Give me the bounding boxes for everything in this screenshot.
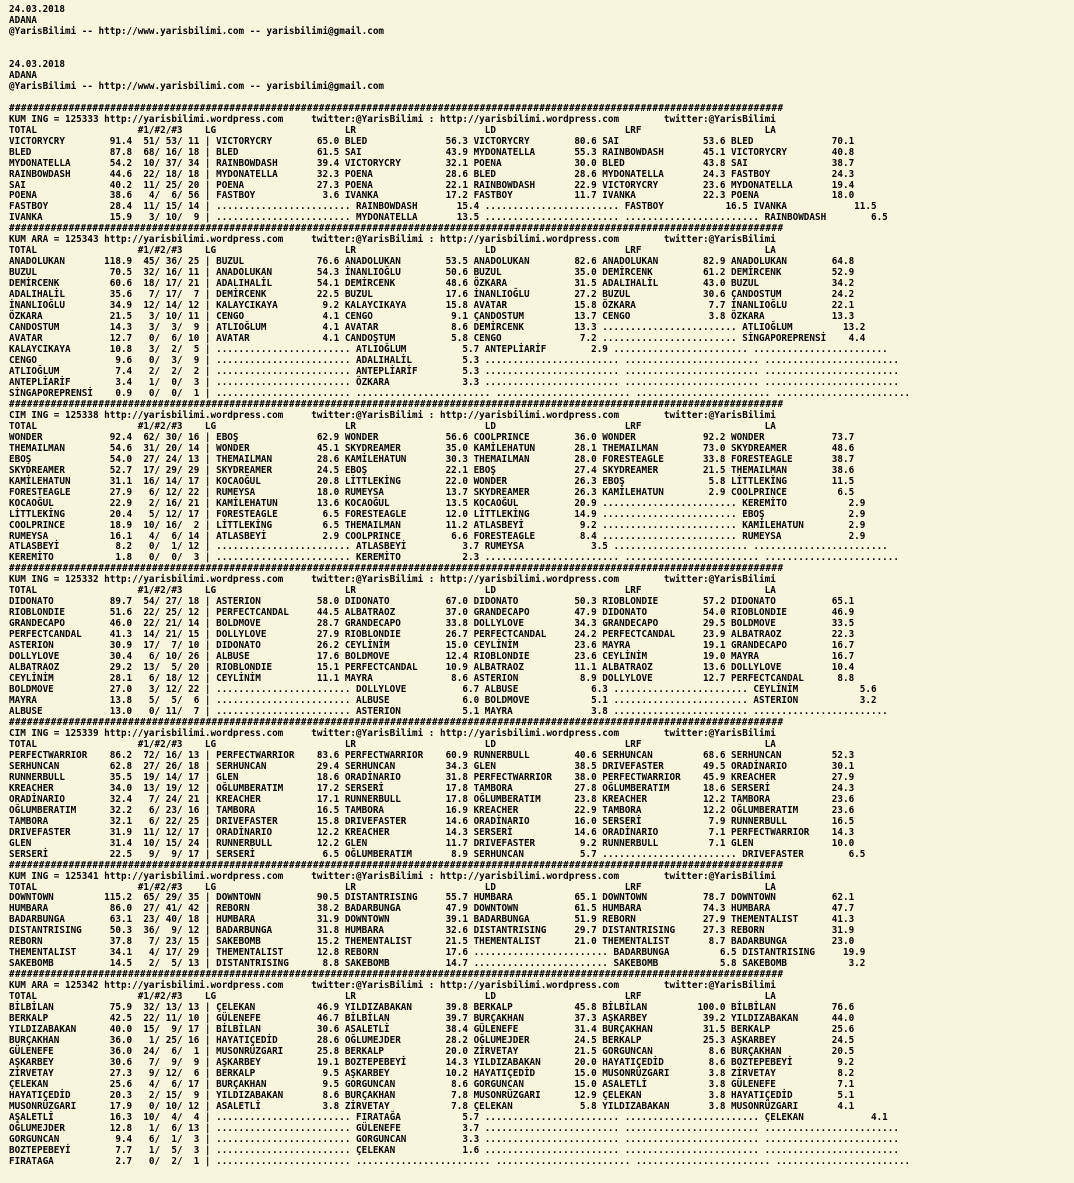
table-row: PERFECTCANDAL 41.3 14/ 21/ 15 | DOLLYLOVE 27.9 RIOBLONDIE 26.7 PERFECTCANDAL 24.2 PERFECTCANDAL 23.9 ALBATRAOZ 22.3 [9,629,855,641]
race-block [9,564,1074,718]
table-row: COOLPRINCE 18.9 10/ 16/ 2 | LİTTLEKİNG 6.5 THEMAILMAN 11.2 ATLASBEYİ 9.2 ........................ KAMİLEHATUN 2.9 [9,519,866,531]
blank-line [9,49,1074,60]
table-row: MYDONATELLA 54.2 10/ 37/ 34 | RAINBOWDASH 39.4 VICTORYCRY 32.1 POENA 30.0 BLED 43.8 SAI 38.7 [9,157,855,169]
table-row: FIRATAGA 2.7 0/ 2/ 1 | ........................ ........................ ........................ ........................ ........................ [9,1155,911,1167]
table-row: ASTERION 30.9 17/ 7/ 10 | DIDONATO 26.2 CEYLİNİM 15.0 CEYLİNİM 23.6 MAYRA 19.1 GRANDECAPO 16.7 [9,640,855,652]
table-row: ADALIHALİL 35.6 7/ 17/ 7 | DEMİRCENK 22.5 BUZUL 17.6 İNANLIOĞLU 27.2 BUZUL 30.6 ÇANDOSTUM 24.2 [9,289,855,301]
table-row: KALAYCIKAYA 10.8 3/ 2/ 5 | ........................ ATLIOĞLUM 5.7 ANTEPLİARİF 2.9 ........................ ........................ [9,344,888,356]
table-row: KOCAOĞUL 22.9 2/ 16/ 21 | KAMİLEHATUN 13.6 KOCAOĞUL 13.5 KOCAOĞUL 20.9 ........................ KEREMİTO 2.9 [9,497,866,509]
table-row: BERKALP 42.5 22/ 11/ 10 | GÜLENEFE 46.7 BİLBİLAN 39.7 BURÇAKHAN 37.3 AŞKARBEY 39.2 YILDIZABAKAN 44.0 [9,1013,855,1025]
column-header-row: TOTAL #1/#2/#3 LG LR LD LRF LA [9,991,776,1003]
table-row: DEMİRCENK 60.6 18/ 17/ 21 | ADALIHALİL 54.1 DEMİRCENK 48.6 ÖZKARA 31.5 ADALIHALİL 43.0 BUZUL 34.2 [9,278,855,290]
table-row: IVANKA 15.9 3/ 10/ 9 | ........................ MYDONATELLA 13.5 ........................ ........................ RAINBOWDASH 6.5 [9,212,888,224]
table-row: SKYDREAMER 52.7 17/ 29/ 29 | SKYDREAMER 24.5 EBOŞ 22.1 EBOŞ 27.4 SKYDREAMER 21.5 THEMAILMAN 38.6 [9,464,855,476]
table-row: BURÇAKHAN 36.0 1/ 25/ 16 | HAYATIÇEDİD 28.6 OĞLUMEJDER 28.2 OĞLUMEJDER 24.5 BERKALP 25.3 AŞKARBEY 24.5 [9,1035,855,1047]
table-row: VICTORYCRY 91.4 51/ 53/ 11 | VICTORYCRY 65.0 BLED 56.3 VICTORYCRY 80.6 SAI 53.6 BLED 70.1 [9,135,855,147]
separator-line: ################################################################################################################################## [9,563,784,575]
race-block [9,718,1074,861]
table-row: ALBUSE 13.0 0/ 11/ 7 | ........................ ASTERION 5.1 MAYRA 3.8 ........................ ........................ [9,706,888,717]
table-row: GLEN 31.4 10/ 15/ 24 | RUNNERBULL 12.2 GLEN 11.7 DRIVEFASTER 9.2 RUNNERBULL 7.1 GLEN 10.0 [9,837,855,849]
table-row: BUZUL 70.5 32/ 16/ 11 | ANADOLUKAN 54.3 İNANLIOĞLU 50.6 BUZUL 35.0 DEMİRCENK 61.2 DEMİRCENK 52.9 [9,267,855,279]
separator-line: ################################################################################################################################## [9,223,784,235]
table-row: İNANLIOĞLU 34.9 12/ 14/ 12 | KALAYCIKAYA 9.2 KALAYCIKAYA 15.8 AVATAR 15.8 ÖZKARA 7.7 İNANLIOĞLU 22.1 [9,300,855,312]
race-title: KUM ING = 125333 http://yarisbilimi.wordpress.com twitter:@YarisBilimi : http://yarisbilimi.wordpress.com twitter:@YarisBilimi [9,113,776,125]
table-row: DOLLYLOVE 30.4 6/ 10/ 26 | ALBUSE 17.6 BOLDMOVE 12.4 RIOBLONDIE 23.6 CEYLİNİM 19.0 MAYRA 16.7 [9,651,855,663]
table-row: FORESTEAGLE 27.9 6/ 12/ 22 | RUMEYSA 18.0 RUMEYSA 13.7 SKYDREAMER 26.3 KAMİLEHATUN 2.9 COOLPRINCE 6.5 [9,486,855,498]
column-header-row: TOTAL #1/#2/#3 LG LR LD LRF LA [9,585,776,597]
column-header-row: TOTAL #1/#2/#3 LG LR LD LRF LA [9,124,776,136]
table-row: CENGO 9.6 0/ 3/ 9 | ........................ ADALIHALİL 5.3 ........................ ........................ ........................ [9,355,899,366]
table-row: SERHUNCAN 62.8 27/ 26/ 18 | SERHUNCAN 29.4 SERHUNCAN 34.3 GLEN 38.5 DRIVEFASTER 49.5 ORADİNARIO 30.1 [9,760,855,772]
table-row: GÜLENEFE 36.0 24/ 6/ 1 | MUSONRÜZGARI 25.8 BERKALP 20.0 ZİRVETAY 21.5 GORGUNCAN 8.6 BURÇAKHAN 20.5 [9,1046,855,1058]
table-row: MAYRA 13.8 5/ 5/ 6 | ........................ ALBUSE 6.0 BOLDMOVE 5.1 ........................ ASTERION 3.2 [9,695,877,707]
separator-line: ################################################################################################################################## [9,102,784,114]
table-row: MUSONRÜZGARI 17.9 0/ 10/ 12 | ASALETLİ 3.8 ZİRVETAY 7.8 ÇELEKAN 5.8 YILDIZABAKAN 3.8 MUSONRÜZGARI 4.1 [9,1100,855,1112]
race-block [9,400,1074,565]
table-row: OĞLUMBERATIM 32.2 6/ 23/ 16 | TAMBORA 16.5 TAMBORA 16.9 KREACHER 22.9 TAMBORA 12.2 OĞLUMBERATIM 23.6 [9,804,855,816]
table-row: SAI 40.2 11/ 25/ 20 | POENA 27.3 POENA 22.1 RAINBOWDASH 22.9 VICTORYCRY 23.6 MYDONATELLA 19.4 [9,179,855,191]
table-row: KREACHER 34.0 13/ 19/ 12 | OĞLUMBERATIM 17.2 SERSERİ 17.8 TAMBORA 27.8 OĞLUMBERATIM 18.6 SERSERİ 24.3 [9,782,855,794]
race-title: KUM ING = 125341 http://yarisbilimi.wordpress.com twitter:@YarisBilimi : http://yarisbilimi.wordpress.com twitter:@YarisBilimi [9,870,776,882]
table-row: HUMBARA 86.0 27/ 41/ 42 | REBORN 38.2 BADARBUNGA 47.9 DOWNTOWN 61.5 HUMBARA 74.3 HUMBARA 47.7 [9,903,855,915]
table-row: DISTANTRISING 50.3 36/ 9/ 12 | BADARBUNGA 31.8 HUMBARA 32.6 DISTANTRISING 29.7 DISTANTRISING 27.3 REBORN 31.9 [9,925,855,937]
table-row: SİNGAPOREPRENSİ 0.9 0/ 0/ 1 | ........................ ........................ ........................ ........................ ........................ [9,387,911,399]
race-title: KUM ING = 125332 http://yarisbilimi.wordpress.com twitter:@YarisBilimi : http://yarisbilimi.wordpress.com twitter:@YarisBilimi [9,574,776,586]
race-title: CIM ING = 125338 http://yarisbilimi.wordpress.com twitter:@YarisBilimi : http://yarisbilimi.wordpress.com twitter:@YarisBilimi [9,409,776,421]
race-title: CIM ING = 125339 http://yarisbilimi.wordpress.com twitter:@YarisBilimi : http://yarisbilimi.wordpress.com twitter:@YarisBilimi [9,727,776,739]
table-row: HAYATIÇEDİD 20.3 2/ 15/ 9 | YILDIZABAKAN 8.6 BURÇAKHAN 7.8 MUSONRÜZGARI 12.9 ÇELEKAN 3.8 HAYATIÇEDİD 5.1 [9,1089,855,1101]
report-date: 24.03.2018 [9,4,65,15]
race-title: KUM ARA = 125342 http://yarisbilimi.wordpress.com twitter:@YarisBilimi : http://yarisbilimi.wordpress.com twitter:@YarisBilimi [9,980,776,992]
table-row: OĞLUMEJDER 12.8 1/ 6/ 13 | ........................ GÜLENEFE 3.7 ........................ ........................ ........................ [9,1122,899,1134]
table-row: BİLBİLAN 75.9 32/ 13/ 13 | ÇELEKAN 46.9 YILDIZABAKAN 39.8 BERKALP 45.8 BİLBİLAN 100.0 BİLBİLAN 76.6 [9,1002,855,1014]
race-title: KUM ARA = 125343 http://yarisbilimi.wordpress.com twitter:@YarisBilimi : http://yarisbilimi.wordpress.com twitter:@YarisBilimi [9,234,776,246]
table-row: RIOBLONDIE 51.6 22/ 25/ 12 | PERFECTCANDAL 44.5 ALBATRAOZ 37.0 GRANDECAPO 47.9 DIDONATO 54.0 RIOBLONDIE 46.9 [9,607,855,619]
table-row: AŞALETLİ 16.3 10/ 4/ 4 | ........................ FIRATAĞA 5.7 ........................ ........................ ÇELEKAN 4.1 [9,1111,888,1123]
table-row: LİTTLEKİNG 20.4 5/ 12/ 17 | FORESTEAGLE 6.5 FORESTEAGLE 12.0 LİTTLEKİNG 14.9 ........................ EBOŞ 2.9 [9,508,866,520]
table-row: ATLIOĞLUM 7.4 2/ 2/ 2 | ........................ ANTEPLİARİF 5.3 ........................ ........................ ........................ [9,365,899,377]
table-row: ORADİNARIO 32.4 7/ 24/ 21 | KREACHER 17.1 RUNNERBULL 17.8 OĞLUMBERATIM 23.8 KREACHER 12.2 TAMBORA 23.6 [9,793,855,805]
race-block [9,861,1074,971]
race-block [9,224,1074,400]
table-row: TAMBORA 32.1 6/ 22/ 25 | DRIVEFASTER 15.8 DRIVEFASTER 14.6 ORADİNARIO 16.0 SERSERİ 7.9 RUNNERBULL 16.5 [9,815,855,827]
table-row: ÇELEKAN 25.6 4/ 6/ 17 | BURÇAKHAN 9.5 GORGUNCAN 8.6 GORGUNCAN 15.0 ASALETLİ 3.8 GÜLENEFE 7.1 [9,1078,855,1090]
table-row: BOZTEPEBEYİ 7.7 1/ 5/ 3 | ........................ ÇELEKAN 1.6 ........................ ........................ ........................ [9,1144,899,1156]
report-contact: @YarisBilimi -- http://www.yarisbilimi.com -- yarisbilimi@gmail.com [9,25,385,37]
table-row: DRIVEFASTER 31.9 11/ 12/ 17 | ORADİNARIO 12.2 KREACHER 14.3 SERSERİ 14.6 ORADİNARIO 7.1 PERFECTWARRIOR 14.3 [9,826,855,838]
table-row: CEYLİNİM 28.1 6/ 18/ 12 | CEYLİNİM 11.1 MAYRA 8.6 ASTERION 8.9 DOLLYLOVE 12.7 PERFECTCANDAL 8.8 [9,673,855,685]
table-row: SERSERİ 22.5 9/ 9/ 17 | SERSERİ 6.5 OĞLUMBERATIM 8.9 SERHUNCAN 5.7 ........................ DRIVEFASTER 6.5 [9,848,866,860]
table-row: AVATAR 12.7 0/ 6/ 10 | AVATAR 4.1 CANDOŞTUM 5.8 CENGO 7.2 ........................ SİNGAPOREPRENSİ 4.4 [9,333,866,345]
separator-line: ################################################################################################################################## [9,716,784,728]
table-row: KAMİLEHATUN 31.1 16/ 14/ 17 | KOCAOĞUL 20.8 LİTTLEKİNG 22.0 WONDER 26.3 EBOŞ 5.8 LİTTLEKİNG 11.5 [9,475,855,487]
table-row: KEREMİTO 1.8 0/ 0/ 3 | ........................ KEREMİTO 2.3 ........................ ........................ ........................ [9,552,899,564]
table-row: ÖZKARA 21.5 3/ 10/ 11 | CENGO 4.1 CENGO 9.1 ÇANDOSTUM 13.7 CENGO 3.8 ÖZKARA 13.3 [9,311,855,323]
table-row: BLED 87.8 68/ 16/ 18 | BLED 61.5 SAI 43.9 MYDONATELLA 55.3 RAINBOWDASH 45.1 VICTORYCRY 40.8 [9,146,855,158]
race-block [9,970,1074,1167]
race-block [9,104,1074,225]
table-row: ATLASBEYİ 8.2 0/ 1/ 12 | ........................ ATLASBEYİ 3.7 RUMEYSA 3.5 ........................ ........................ [9,541,888,553]
report-city: ADANA [9,14,37,26]
column-header-row: TOTAL #1/#2/#3 LG LR LD LRF LA [9,881,776,893]
table-row: DIDONATO 89.7 54/ 27/ 18 | ASTERION 58.0 DIDONATO 67.0 DIDONATO 50.3 RIOBLONDIE 57.2 DIDONATO 65.1 [9,596,855,608]
table-row: FASTBOY 28.4 11/ 15/ 14 | ........................ RAINBOWDASH 15.4 ........................ FASTBOY 16.5 IVANKA 11.5 [9,201,877,213]
table-row: RUMEYSA 16.1 4/ 6/ 14 | ATLASBEYİ 2.9 COOLPRINCE 6.6 FORESTEAGLE 8.4 ........................ RUMEYSA 2.9 [9,530,866,542]
table-row: BADARBUNGA 63.1 23/ 40/ 18 | HUMBARA 31.9 DOWNTOWN 39.1 BADARBUNGA 51.9 REBORN 27.9 THEMENTALIST 41.3 [9,914,855,926]
table-row: BOLDMOVE 27.0 3/ 12/ 22 | ........................ DOLLYLOVE 6.7 ALBUSE 6.3 ........................ CEYLİNİM 5.6 [9,684,877,696]
table-row: ANTEPLİARİF 3.4 1/ 0/ 3 | ........................ ÖZKARA 3.3 ........................ ........................ ........................ [9,376,899,388]
table-row: POENA 38.6 4/ 6/ 56 | FASTBOY 3.6 IVANKA 17.2 FASTBOY 11.7 IVANKA 22.3 POENA 18.0 [9,190,855,202]
table-row: DOWNTOWN 115.2 65/ 29/ 35 | DOWNTOWN 90.5 DISTANTRISING 55.7 HUMBARA 65.1 DOWNTOWN 78.7 DOWNTOWN 62.1 [9,892,855,904]
report-city: ADANA [9,69,37,81]
separator-line: ################################################################################################################################## [9,398,784,410]
blank-line [9,38,1074,49]
table-row: RUNNERBULL 35.5 19/ 14/ 17 | GLEN 18.6 ORADİNARIO 31.8 PERFECTWARRIOR 38.0 PERFECTWARRIOR 45.9 KREACHER 27.9 [9,771,855,783]
table-row: THEMENTALIST 34.1 4/ 17/ 29 | THEMENTALIST 12.8 REBORN 17.6 ........................ BADARBUNGA 6.5 DISTANTRISING 19.9 [9,947,866,959]
separator-line: ################################################################################################################################## [9,969,784,981]
table-row: GORGUNCAN 9.4 6/ 1/ 3 | ........................ GORGUNCAN 3.3 ........................ ........................ ........................ [9,1133,899,1145]
table-row: WONDER 92.4 62/ 30/ 16 | EBOŞ 62.9 WONDER 56.6 COOLPRINCE 36.0 WONDER 92.2 WONDER 73.7 [9,431,855,443]
race-tables [9,104,1074,1168]
column-header-row: TOTAL #1/#2/#3 LG LR LD LRF LA [9,738,776,750]
report-date: 24.03.2018 [9,58,65,70]
table-row: RAINBOWDASH 44.6 22/ 18/ 18 | MYDONATELLA 32.3 POENA 28.6 BLED 28.6 MYDONATELLA 24.3 FASTBOY 24.3 [9,168,855,180]
table-row: REBORN 37.8 7/ 23/ 15 | SAKEBOMB 15.2 THEMENTALIST 21.5 THEMENTALIST 21.0 THEMENTALIST 8.7 BADARBUNGA 23.0 [9,936,855,948]
report-contact: @YarisBilimi -- http://www.yarisbilimi.com -- yarisbilimi@gmail.com [9,80,385,92]
table-row: YILDIZABAKAN 40.0 15/ 9/ 17 | BİLBİLAN 30.6 ASALETLİ 38.4 GÜLENEFE 31.4 BURÇAKHAN 31.5 BERKALP 25.6 [9,1024,855,1036]
separator-line: ################################################################################################################################## [9,859,784,871]
table-row: GRANDECAPO 46.0 22/ 21/ 14 | BOLDMOVE 28.7 GRANDECAPO 33.8 DOLLYLOVE 34.3 GRANDECAPO 29.5 BOLDMOVE 33.5 [9,618,855,630]
table-row: ANADOLUKAN 118.9 45/ 36/ 25 | BUZUL 76.6 ANADOLUKAN 53.5 ANADOLUKAN 82.6 ANADOLUKAN 82.9 ANADOLUKAN 64.8 [9,256,855,268]
table-row: THEMAILMAN 54.6 31/ 20/ 14 | WONDER 45.1 SKYDREAMER 35.0 KAMİLEHATUN 28.1 THEMAILMAN 73.0 SKYDREAMER 48.6 [9,442,855,454]
table-row: EBOŞ 54.0 27/ 24/ 13 | THEMAILMAN 28.6 KAMİLEHATUN 30.3 THEMAILMAN 28.0 FORESTEAGLE 33.8 FORESTEAGLE 38.7 [9,453,855,465]
column-header-row: TOTAL #1/#2/#3 LG LR LD LRF LA [9,420,776,432]
table-row: SAKEBOMB 14.5 2/ 5/ 13 | DISTANTRISING 8.8 SAKEBOMB 14.7 ........................ SAKEBOMB 5.8 SAKEBOMB 3.2 [9,958,866,970]
table-row: CANDOSTUM 14.3 3/ 3/ 9 | ATLIOĞLUM 4.1 AVATAR 8.6 DEMİRCENK 13.3 ........................ ATLIOĞLUM 13.2 [9,322,866,334]
table-row: ZİRVETAY 27.3 9/ 12/ 6 | BERKALP 9.5 AŞKARBEY 10.2 HAYATIÇEDİD 15.0 MUSONRÜZGARI 3.8 ZİRVETAY 8.2 [9,1067,855,1079]
table-row: PERFECTWARRIOR 86.2 72/ 16/ 13 | PERFECTWARRIOR 83.6 PERFECTWARRIOR 60.9 RUNNERBULL 40.6 SERHUNCAN 68.6 SERHUNCAN 52.3 [9,749,855,761]
table-row: AŞKARBEY 30.6 7/ 9/ 9 | AŞKARBEY 19.1 BOZTEPEBEYİ 14.3 YILDIZABAKAN 20.0 HAYATIÇEDİD 8.6 BOZTEPEBEYİ 9.2 [9,1057,855,1068]
column-header-row: TOTAL #1/#2/#3 LG LR LD LRF LA [9,245,776,257]
table-row: ALBATRAOZ 29.2 13/ 5/ 20 | RIOBLONDIE 15.1 PERFECTCANDAL 10.9 ALBATRAOZ 11.1 ALBATRAOZ 13.6 DOLLYLOVE 10.4 [9,662,855,674]
